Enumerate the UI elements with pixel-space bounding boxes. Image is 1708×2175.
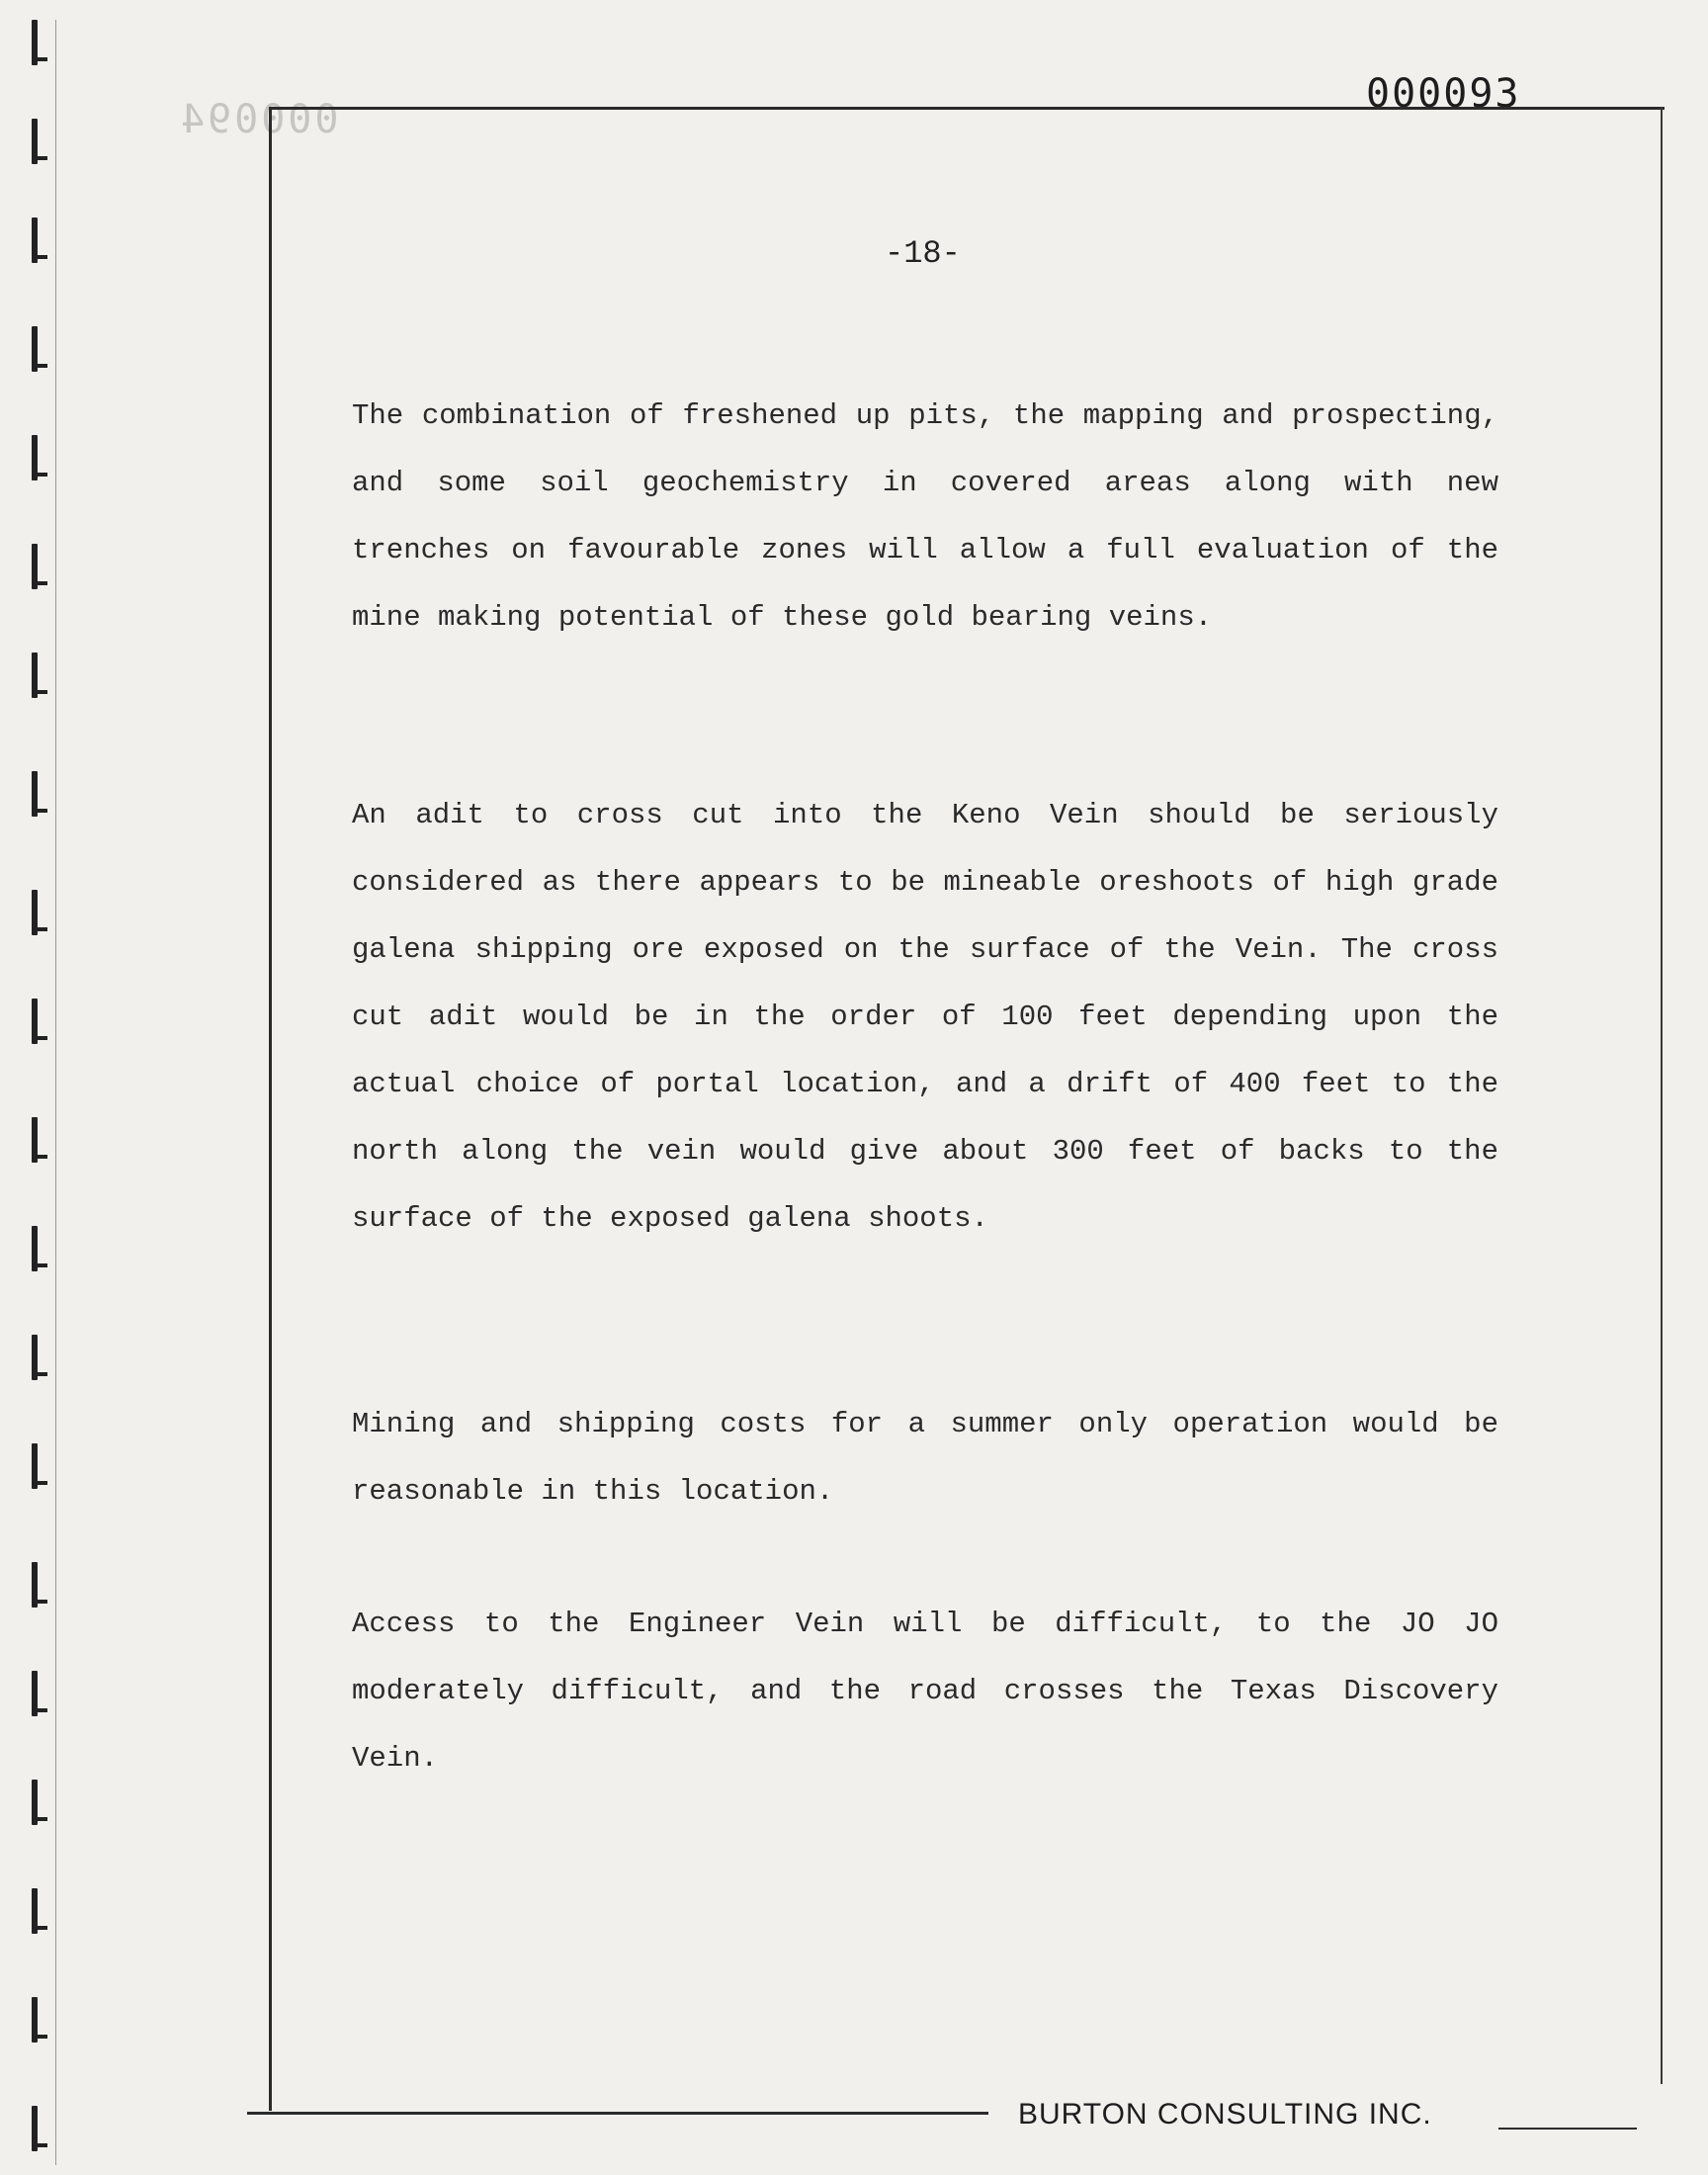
binding-spine [55,20,56,2165]
frame-border-bottom [247,2112,988,2115]
paragraph-access: Access to the Engineer Vein will be difficult, to the JO JO moderately difficult, and the road crosses the Texas Discovery Vein. [352,1608,1498,1775]
binding-mark [32,1997,38,2043]
document-number: 000093 [1366,71,1521,117]
binding-mark [32,20,38,65]
frame-border-right [1661,107,1663,2084]
frame-border-bottom-right [1498,2128,1637,2130]
binding-mark [32,1562,38,1608]
binding-mark [32,890,38,935]
binding-mark [32,771,38,817]
binding-mark [32,1780,38,1825]
binding-mark [32,435,38,480]
binding-mark [32,1888,38,1934]
binding-mark [32,652,38,698]
binding-mark [32,326,38,372]
binding-mark [32,1443,38,1489]
binding-mark [32,1335,38,1380]
binding-mark [32,1226,38,1271]
binding-mark [32,119,38,164]
binding-mark [32,1671,38,1716]
paragraph-keno-vein-adit: An adit to cross cut into the Keno Vein should be seriously considered as there appears to be mineable oreshoots of high grade galena shipping ore exposed on the surface of the Vein. The cross cut adit would be in the order of 100 feet depending upon the actual choice of portal location, and a drift of 400 feet to the north along the vein would give about 300 feet of backs to the surface of the exposed galena shoots. [352,799,1498,1235]
binding-holes [22,20,71,2165]
binding-mark [32,1117,38,1163]
paragraph-evaluation: The combination of freshened up pits, the mapping and prospecting, and some soil geochemistry in covered areas along with new trenches on favourable zones will allow a full evaluation of the mine making potential of these gold bearing veins. [352,399,1498,634]
frame-border-top [269,107,1665,110]
binding-mark [32,999,38,1044]
binding-mark [32,2106,38,2151]
company-name-footer: BURTON CONSULTING INC. [1018,2098,1432,2131]
faded-document-number: 000094 [178,97,339,142]
paragraph-mining-costs: Mining and shipping costs for a summer only operation would be reasonable in this location. [352,1408,1498,1508]
frame-border-left [269,107,272,2111]
binding-mark [32,218,38,263]
binding-mark [32,544,38,589]
page-number: -18- [885,235,961,272]
